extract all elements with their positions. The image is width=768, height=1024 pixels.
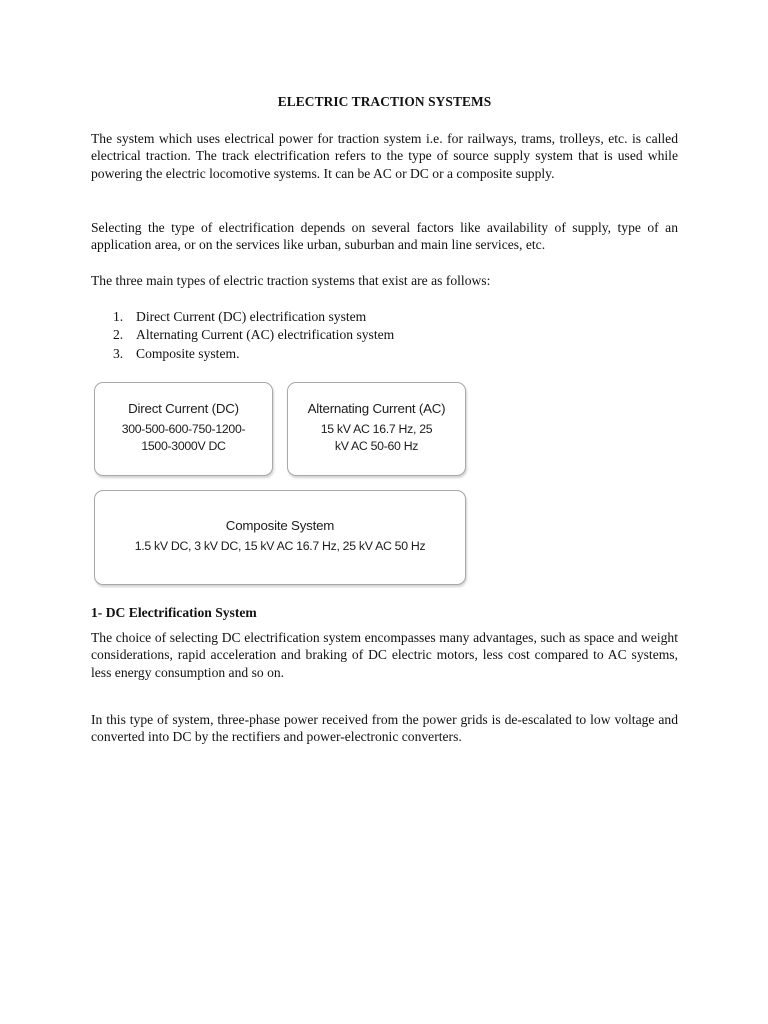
- list-item: [91, 326, 394, 344]
- intro-paragraph: The system which uses electrical power for traction system i.e. for railways, trams, trolleys, etc. is called electrical traction. The track electrification refers to the type of source supply system that is used while powering the electric locomotive systems. It can be AC or DC or a composite supply.: [91, 131, 678, 181]
- dc-box-value: 300-500-600-750-1200-1500-3000V DC: [121, 422, 246, 453]
- ac-box-value: 15 kV AC 16.7 Hz, 25 kV AC 50-60 Hz: [320, 422, 433, 453]
- list-item: [91, 345, 394, 363]
- list-item-text: Direct Current (DC) electrification system: [136, 309, 367, 324]
- list-item-text: Alternating Current (AC) electrification system: [136, 327, 395, 343]
- selection-paragraph: Selecting the type of electrification depends on several factors like availability of supply, type of an application area, or on the services like urban, suburban and main line services, etc.: [91, 220, 678, 253]
- dc-conversion-paragraph: In this type of system, three-phase power received from the power grids is de-escalated to low voltage and converted into DC by the rectifiers and power-electronic converters.: [91, 712, 678, 745]
- dc-box-title: Direct Current (DC): [128, 401, 239, 416]
- traction-types-list: [91, 308, 394, 363]
- composite-box-title: Composite System: [225, 518, 335, 533]
- types-intro-paragraph: The three main types of electric traction systems that exist are as follows:: [91, 273, 491, 288]
- ac-box-title: Alternating Current (AC): [307, 401, 446, 416]
- list-item-number: 1.: [113, 309, 124, 324]
- list-item-text: Composite system.: [136, 345, 240, 361]
- composite-system-box: [94, 490, 466, 585]
- document-title: ELECTRIC TRACTION SYSTEMS: [277, 94, 492, 109]
- dc-advantages-paragraph: The choice of selecting DC electrification system encompasses many advantages, such as space and weight considerations, rapid acceleration and braking of DC electric motors, less cost compared to AC systems, less energy consumption and so on.: [91, 630, 678, 680]
- dc-section-heading: 1- DC Electrification System: [91, 605, 257, 620]
- composite-box-value: 1.5 kV DC, 3 kV DC, 15 kV AC 16.7 Hz, 25 kV AC 50 Hz: [134, 539, 426, 553]
- list-item-number: 3.: [113, 345, 124, 361]
- list-item-number: 2.: [113, 327, 124, 343]
- dc-system-box: [94, 382, 273, 476]
- ac-system-box: [287, 382, 466, 476]
- list-item: [91, 308, 394, 326]
